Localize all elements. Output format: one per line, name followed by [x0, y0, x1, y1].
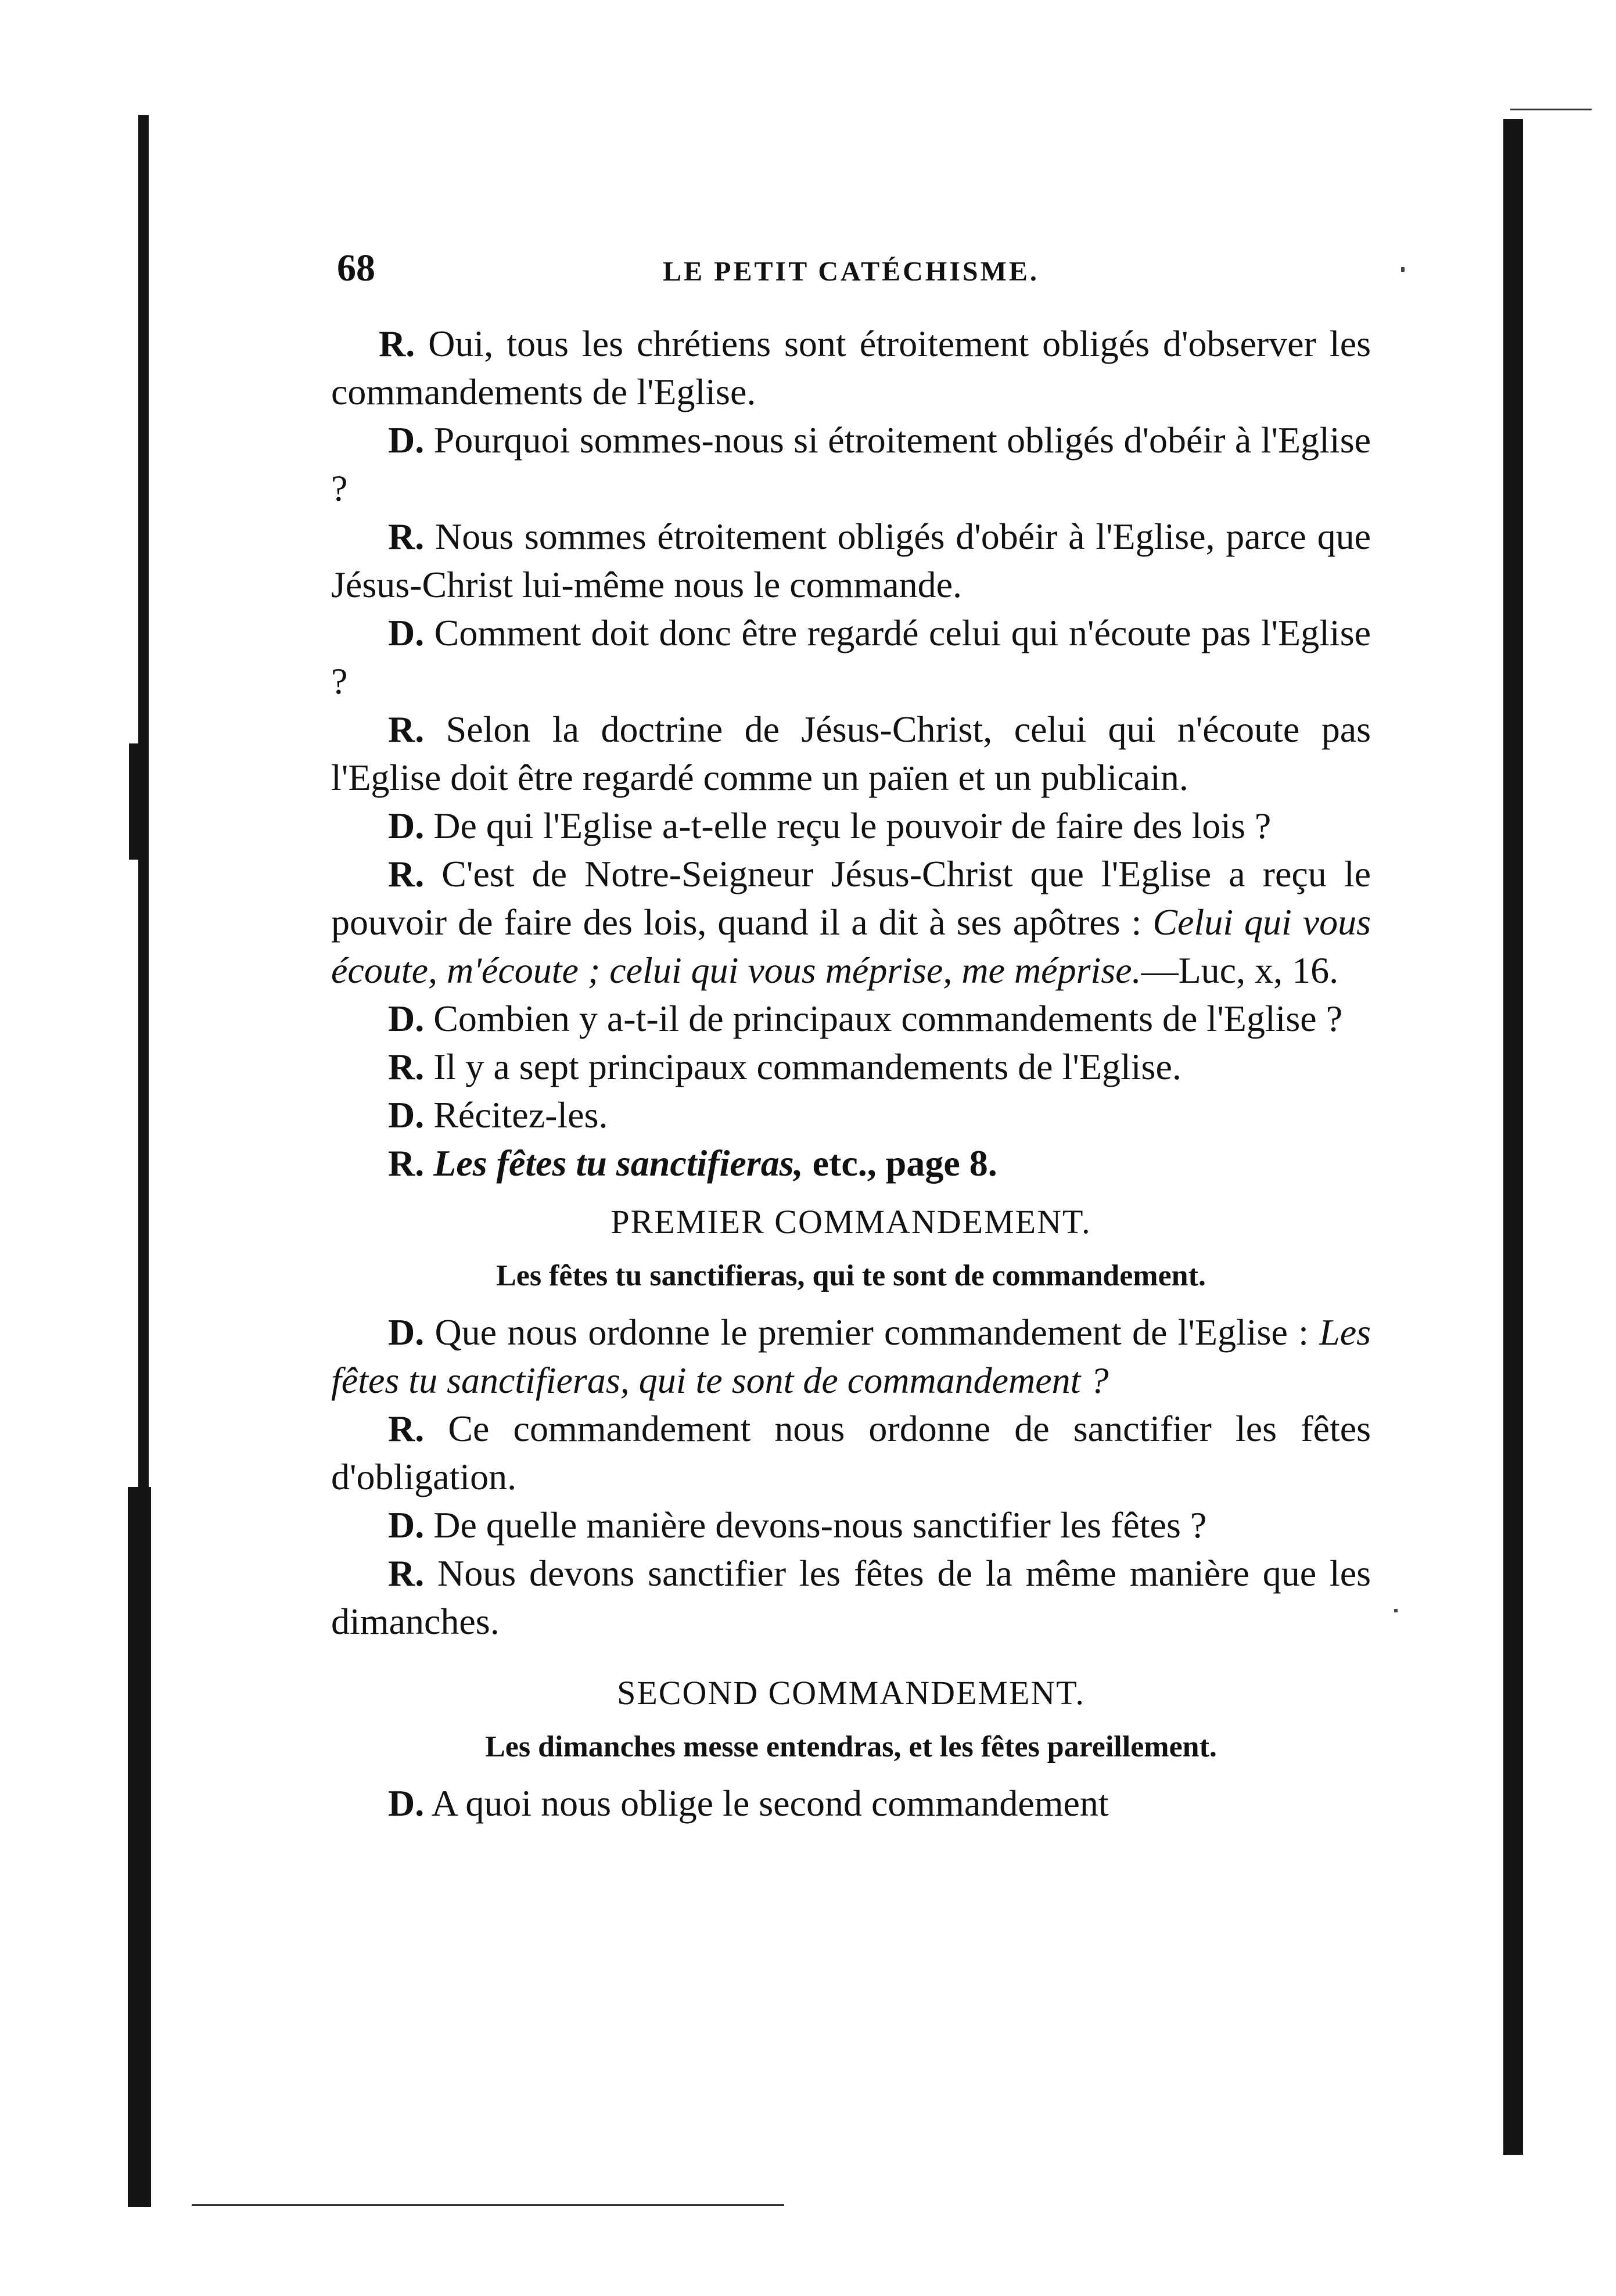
right-binding-edge [1503, 119, 1523, 2155]
paragraph-text: Que nous ordonne le premier commandement de l'Eglise : [424, 1312, 1320, 1353]
paragraph-label: D. [388, 1312, 425, 1353]
paragraph-text: Combien y a-t-il de principaux commandements de l'Eglise ? [424, 998, 1343, 1039]
page-number: 68 [337, 247, 375, 289]
paragraph-label: R. [388, 1046, 425, 1087]
paragraph [331, 1043, 1371, 1091]
scan-speck [1394, 1609, 1398, 1612]
running-title: LE PETIT CATÉCHISME. [663, 256, 1039, 287]
paragraph-label: R. [379, 323, 415, 364]
paragraph-text: Pourquoi sommes-nous si étroitement obligés d'obéir à l'Eglise ? [331, 419, 1371, 509]
paragraph [331, 994, 1371, 1043]
paragraph [331, 1779, 1371, 1827]
paragraph-label: D. [388, 1783, 425, 1824]
paragraph [331, 319, 1371, 416]
paragraph [331, 1308, 1371, 1404]
section-heading-premier: PREMIER COMMANDEMENT. [611, 1203, 1091, 1241]
paragraph [331, 512, 1371, 609]
commandment-quote: Les fêtes tu sanctifieras, qui te sont de commandement ? [331, 1312, 1371, 1401]
top-right-rule [1510, 109, 1592, 110]
section-heading-second: SECOND COMMANDEMENT. [617, 1674, 1085, 1712]
paragraph-label: R. [388, 853, 425, 894]
left-binding-shadow [129, 743, 149, 860]
paragraph-label: R. [388, 709, 425, 750]
paragraph-text: etc., page 8. [803, 1142, 997, 1184]
paragraph-text: Récitez-les. [424, 1094, 608, 1136]
paragraph [331, 416, 1371, 512]
paragraph [331, 705, 1371, 802]
paragraph-text: Nous sommes étroitement obligés d'obéir à l'Eglise, parce que Jésus-Christ lui-même nous le commande. [331, 516, 1371, 605]
paragraph [331, 802, 1371, 850]
paragraph [331, 1139, 1371, 1187]
paragraph-text: A quoi nous oblige le second commandement [424, 1783, 1109, 1824]
paragraph-text: Ce commandement nous ordonne de sanctifier les fêtes d'obligation. [331, 1408, 1371, 1497]
left-binding-shadow-lower [128, 1487, 151, 2207]
paragraph-label: D. [388, 419, 425, 461]
paragraph [331, 1501, 1371, 1549]
paragraph-label: R. [388, 1408, 425, 1449]
paragraph-label: D. [388, 1504, 425, 1546]
paragraph-text: Nous devons sanctifier les fêtes de la même manière que les dimanches. [331, 1553, 1371, 1642]
commandment-quote: Les fêtes tu sanctifieras, [433, 1142, 803, 1184]
paragraph-text: C'est de Notre-Seigneur Jésus-Christ que l'Eglise a reçu le pouvoir de faire des lois, quand il a dit à ses apôtres : [331, 853, 1371, 943]
paragraph-text: De quelle manière devons-nous sanctifier les fêtes ? [424, 1504, 1207, 1546]
scan-speck [1401, 267, 1405, 272]
paragraph-label: R. [388, 1553, 425, 1594]
paragraph-label: R. [388, 1142, 425, 1184]
paragraph-label: D. [388, 998, 425, 1039]
paragraph-text: De qui l'Eglise a-t-elle reçu le pouvoir de faire des lois ? [424, 805, 1272, 846]
paragraph [331, 1549, 1371, 1645]
book-page [331, 244, 1371, 1827]
paragraph-quote [331, 850, 1371, 994]
scripture-reference: —Luc, x, 16. [1141, 950, 1339, 991]
section-subtitle-second: Les dimanches messe entendras, et les fêtes pareillement. [485, 1730, 1217, 1763]
paragraph-text: Selon la doctrine de Jésus-Christ, celui qui n'écoute pas l'Eglise doit être regardé comme un païen et un publicain. [331, 709, 1371, 798]
paragraph-text: Comment doit donc être regardé celui qui n'écoute pas l'Eglise ? [331, 612, 1371, 702]
scripture-quote: Celui qui vous écoute, m'écoute ; celui qui vous méprise, me méprise. [331, 901, 1371, 991]
paragraph [331, 1404, 1371, 1501]
paragraph-text: Oui, tous les chrétiens sont étroitement obligés d'observer les commandements de l'Eglise. [331, 323, 1371, 412]
running-header [331, 244, 1371, 302]
section-subtitle-premier: Les fêtes tu sanctifieras, qui te sont de commandement. [496, 1259, 1206, 1292]
paragraph-text: Il y a sept principaux commandements de l'Eglise. [424, 1046, 1182, 1087]
paragraph [331, 1091, 1371, 1139]
paragraph-label: R. [388, 516, 425, 557]
paragraph [331, 609, 1371, 705]
paragraph-label: D. [388, 612, 425, 653]
bottom-rule [192, 2204, 784, 2206]
paragraph-label: D. [388, 1094, 425, 1136]
paragraph-label: D. [388, 805, 425, 846]
